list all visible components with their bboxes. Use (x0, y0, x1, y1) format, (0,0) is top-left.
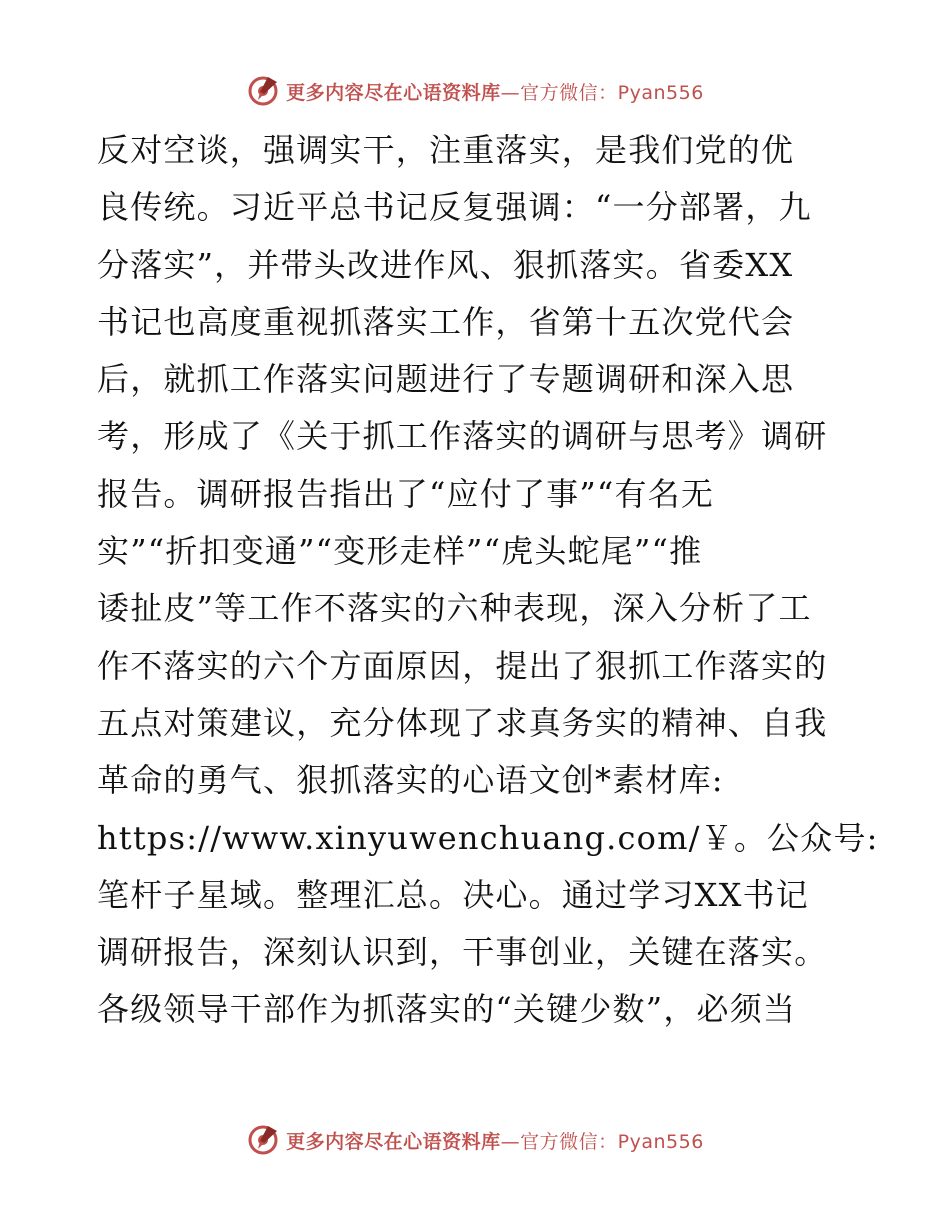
body-line: 反对空谈，强调实干，注重落实，是我们党的优 (97, 131, 795, 169)
banner-site-name: 更多内容尽在心语资料库 (286, 81, 501, 104)
body-line-url: https://www.xinyuwenchuang.com/￥。公众号: (97, 818, 879, 857)
body-line: 五点对策建议，充分体现了求真务实的精神、自我 (97, 703, 828, 742)
banner-wechat: —官方微信：Pyan556 (500, 1130, 704, 1153)
document-body (97, 122, 879, 1039)
body-line: 考，形成了《关于抓工作落实的调研与思考》调研 (97, 417, 828, 456)
body-line: 分落实”，并带头改进作风、狠抓落实。省委XX (97, 245, 794, 284)
body-line: 书记也高度重视抓落实工作，省第十五次党代会 (97, 302, 795, 341)
body-line: 良传统。习近平总书记反复强调：“一分部署，九 (97, 188, 812, 227)
body-line: 后，就抓工作落实问题进行了专题调研和深入思 (97, 360, 795, 399)
body-line: 实”“折扣变通”“变形走样”“虎头蛇尾”“推 (97, 532, 703, 571)
body-line: 诿扯皮”等工作不落实的六种表现，深入分析了工 (97, 589, 812, 628)
body-line: 报告。调研报告指出了“应付了事”“有名无 (97, 474, 715, 513)
body-line: 调研报告，深刻认识到，干事创业，关键在落实。 (97, 933, 828, 972)
brush-logo-icon (246, 74, 280, 108)
brush-logo-icon (246, 1123, 280, 1157)
body-line: 笔杆子星域。整理汇总。决心。通过学习XX书记 (97, 875, 809, 914)
body-line: 革命的勇气、狠抓落实的心语文创*素材库: (97, 761, 724, 800)
body-line: 作不落实的六个方面原因，提出了狠抓工作落实的 (97, 646, 828, 685)
header-banner (0, 71, 950, 111)
banner-site-name: 更多内容尽在心语资料库 (286, 1130, 501, 1153)
footer-banner (0, 1120, 950, 1160)
body-line: 各级领导干部作为抓落实的“关键少数”，必须当 (97, 990, 797, 1029)
banner-wechat: —官方微信：Pyan556 (500, 81, 704, 104)
